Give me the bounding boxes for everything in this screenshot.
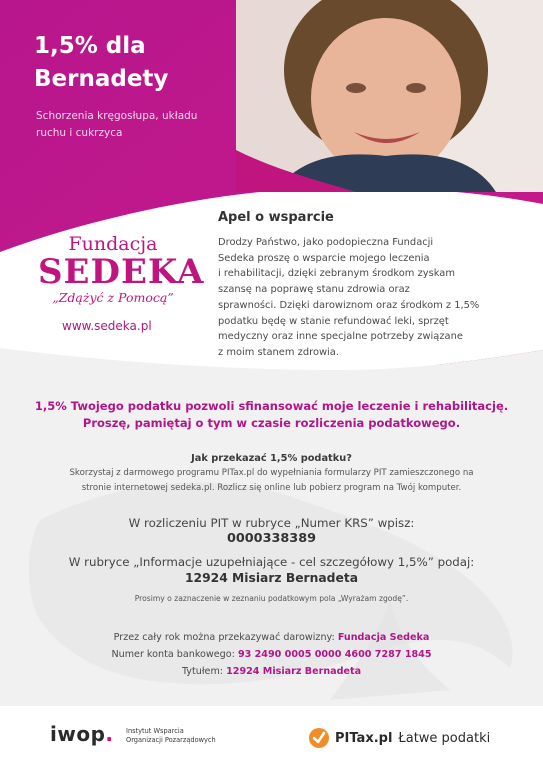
iwop-logo-dot: . <box>105 722 114 746</box>
appeal-text <box>218 235 518 361</box>
bank-account-label: Numer konta bankowego: <box>111 649 235 660</box>
pitax-logo <box>308 725 490 751</box>
appeal-line: szansę na poprawę stanu zdrowia oraz <box>218 284 410 296</box>
bank-account-number: 93 2490 0005 0000 4600 7287 1845 <box>237 649 432 660</box>
krs-number: 0000338389 <box>226 531 317 546</box>
appeal-line: sprawności. Dzięki darowiznom oraz środkom z 1,5% <box>218 299 480 311</box>
pitax-tagline: Łatwe podatki <box>398 730 491 746</box>
how-to-line-1: Skorzystaj z darmowego programu PITax.pl do wypełniania formularzy PIT zamieszczonego na <box>69 468 474 478</box>
donation-recipient: Fundacja Sedeka <box>337 632 430 643</box>
purpose-label: W rubryce „Informacje uzupełniające - cel szczegółowy 1,5%” podaj: <box>68 555 475 569</box>
appeal-line: z moim stanem zdrowia. <box>218 346 339 358</box>
foundation-website-link[interactable]: www.sedeka.pl <box>62 319 152 333</box>
iwop-logo <box>50 722 114 746</box>
krs-label: W rozliczeniu PIT w rubryce „Numer KRS” wpisz: <box>128 516 415 530</box>
how-to-title: Jak przekazać 1,5% podatku? <box>191 453 352 464</box>
iwop-full-name <box>126 727 236 745</box>
appeal-line: Drodzy Państwo, jako podopieczna Fundacji <box>218 237 434 248</box>
title-line-1: 1,5% dla <box>34 33 146 59</box>
donation-recipient-row <box>0 632 543 643</box>
iwop-logo-text: iwop <box>50 722 106 746</box>
logo-sedeka-text: SEDEKA <box>38 252 205 292</box>
diagnosis-line-1: Schorzenia kręgosłupa, układu <box>36 110 198 122</box>
transfer-title-label: Tytułem: <box>181 666 224 677</box>
page-title <box>34 30 168 96</box>
logo-fundacja-text: Fundacja <box>68 233 158 255</box>
how-to-text <box>40 466 503 496</box>
diagnosis-text <box>36 108 216 142</box>
donation-label: Przez cały rok można przekazywać darowizny: <box>113 632 335 643</box>
highlight-message <box>10 398 533 432</box>
foundation-logo <box>38 233 205 306</box>
title-line-2: Bernadety <box>34 66 169 92</box>
appeal-line: Sedeka proszę o wsparcie mojego leczenia <box>218 252 430 264</box>
diagnosis-line-2: ruchu i cukrzyca <box>36 127 123 139</box>
consent-note: Prosimy o zaznaczenie w zeznaniu podatkowym pola „Wyrażam zgodę”. <box>134 594 409 603</box>
appeal-line: medyczny oraz inne specjalne potrzeby związane <box>218 331 463 343</box>
transfer-title-value: 12924 Misiarz Bernadeta <box>226 666 362 677</box>
highlight-line-1: 1,5% Twojego podatku pozwoli sfinansować moje leczenie i rehabilitację. <box>34 399 509 413</box>
iwop-name-line-2: Organizacji Pozarządowych <box>126 736 216 744</box>
pitax-name: PITax.pl <box>335 730 393 746</box>
appeal-title: Apel o wsparcie <box>218 210 334 225</box>
bank-account-row <box>0 649 543 660</box>
purpose-value: 12924 Misiarz Bernadeta <box>185 571 358 585</box>
appeal-line: i rehabilitacji, dzięki zebranym środkom zyskam <box>218 268 455 280</box>
portrait-photo <box>236 0 543 192</box>
iwop-name-line-1: Instytut Wsparcia <box>126 727 184 735</box>
how-to-line-2: stronie internetowej sedeka.pl. Rozlicz się online lub pobierz program na Twój komputer. <box>81 483 462 493</box>
highlight-line-2: Proszę, pamiętaj o tym w czasie rozliczenia podatkowego. <box>82 416 461 430</box>
logo-motto-text: „Zdążyć z Pomocą” <box>52 290 174 305</box>
transfer-title-row <box>0 666 543 677</box>
appeal-line: podatku będę w stanie refundować leki, sprzęt <box>218 315 449 327</box>
pitax-check-icon <box>308 727 330 749</box>
